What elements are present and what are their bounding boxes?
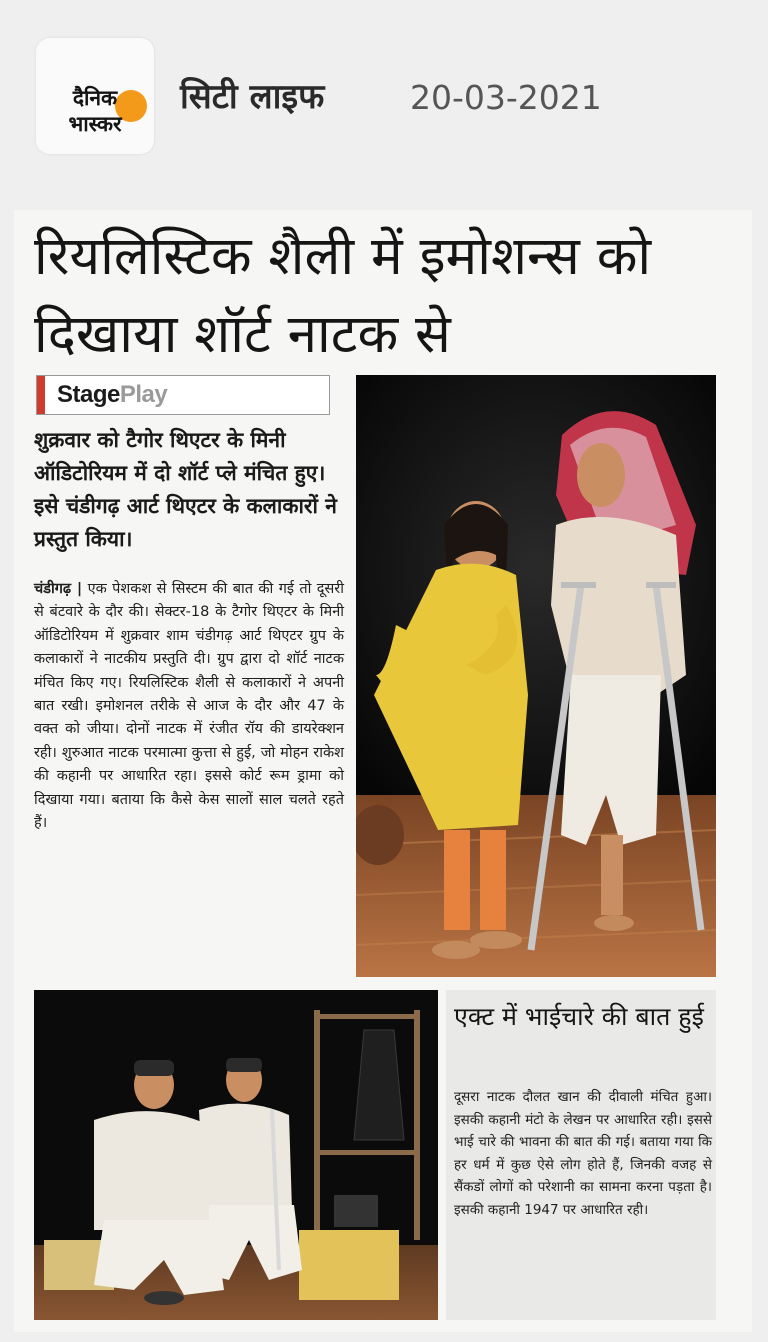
logo-line1: दैनिक <box>72 86 118 110</box>
section-title: सिटी लाइफ <box>180 77 325 117</box>
sidebar-box <box>446 990 716 1320</box>
dateline: चंडीगढ़ | <box>34 581 83 597</box>
kicker-play: Play <box>119 381 168 408</box>
stage-photo-secondary <box>34 990 438 1320</box>
newspaper-logo <box>36 38 154 154</box>
edition-date: 20-03-2021 <box>410 78 602 117</box>
body-text: एक पेशकश से सिस्टम की बात की गई तो दूसरी से बंटवारे के दौर की। सेक्टर-18 के टैगोर थिएटर के मिनी ऑडिटोरियम में शुक्रवार शाम चंडीगढ़ आर्ट थिएटर ग्रुप के कलाकारों ने नाटकीय प्रस्तुति दी। ग्रुप द्वारा दो शॉर्ट नाटक मंचित किए गए। रियलिस्टिक शैली से कलाकारों ने अपनी बात रखी। इमोशनल तरीके से आज के दौर और 47 के वक्त को जीया। दोनों नाटक में रंजीत रॉय की डायरेक्शन रही। शुरुआत नाटक परमात्मा कुत्ता से हुई, जो मोहन राकेश की कहानी पर आधारित रहा। इससे कोर्ट रूम ड्रामा को दिखाया गया। बताया कि कैसे केस सालों साल चलते रहते हैं। <box>34 581 344 832</box>
logo-line2: भास्कर <box>68 112 122 136</box>
kicker-stage: Stage <box>57 381 120 408</box>
kicker-label <box>57 380 167 410</box>
kicker-bar <box>37 376 45 414</box>
headline: रियलिस्टिक शैली में इमोशन्स को दिखाया शॉर्ट नाटक से <box>34 226 652 365</box>
article-body <box>34 578 344 835</box>
article-deck: शुक्रवार को टैगोर थिएटर के मिनी ऑडिटोरियम में दो शॉर्ट प्ले मंचित हुए। इसे चंडीगढ़ आर्ट थिएटर के कलाकारों ने प्रस्तुत किया। <box>34 428 337 551</box>
sidebar-title: एक्ट में भाईचारे की बात हुई <box>454 1002 704 1031</box>
kicker-box <box>36 375 330 415</box>
sidebar-body: दूसरा नाटक दौलत खान की दीवाली मंचित हुआ। इसकी कहानी मंटो के लेखन पर आधारित रही। इससे भाई चारे की भावना की बात की गई। बताया गया कि हर धर्म में कुछ ऐसे लोग होते हैं, जिनकी वजह से सैंकडों लोगों को परेशानी का सामना करना पड़ता है। इसकी कहानी 1947 पर आधारित रही। <box>454 1089 712 1218</box>
stage-photo-main <box>356 375 716 977</box>
